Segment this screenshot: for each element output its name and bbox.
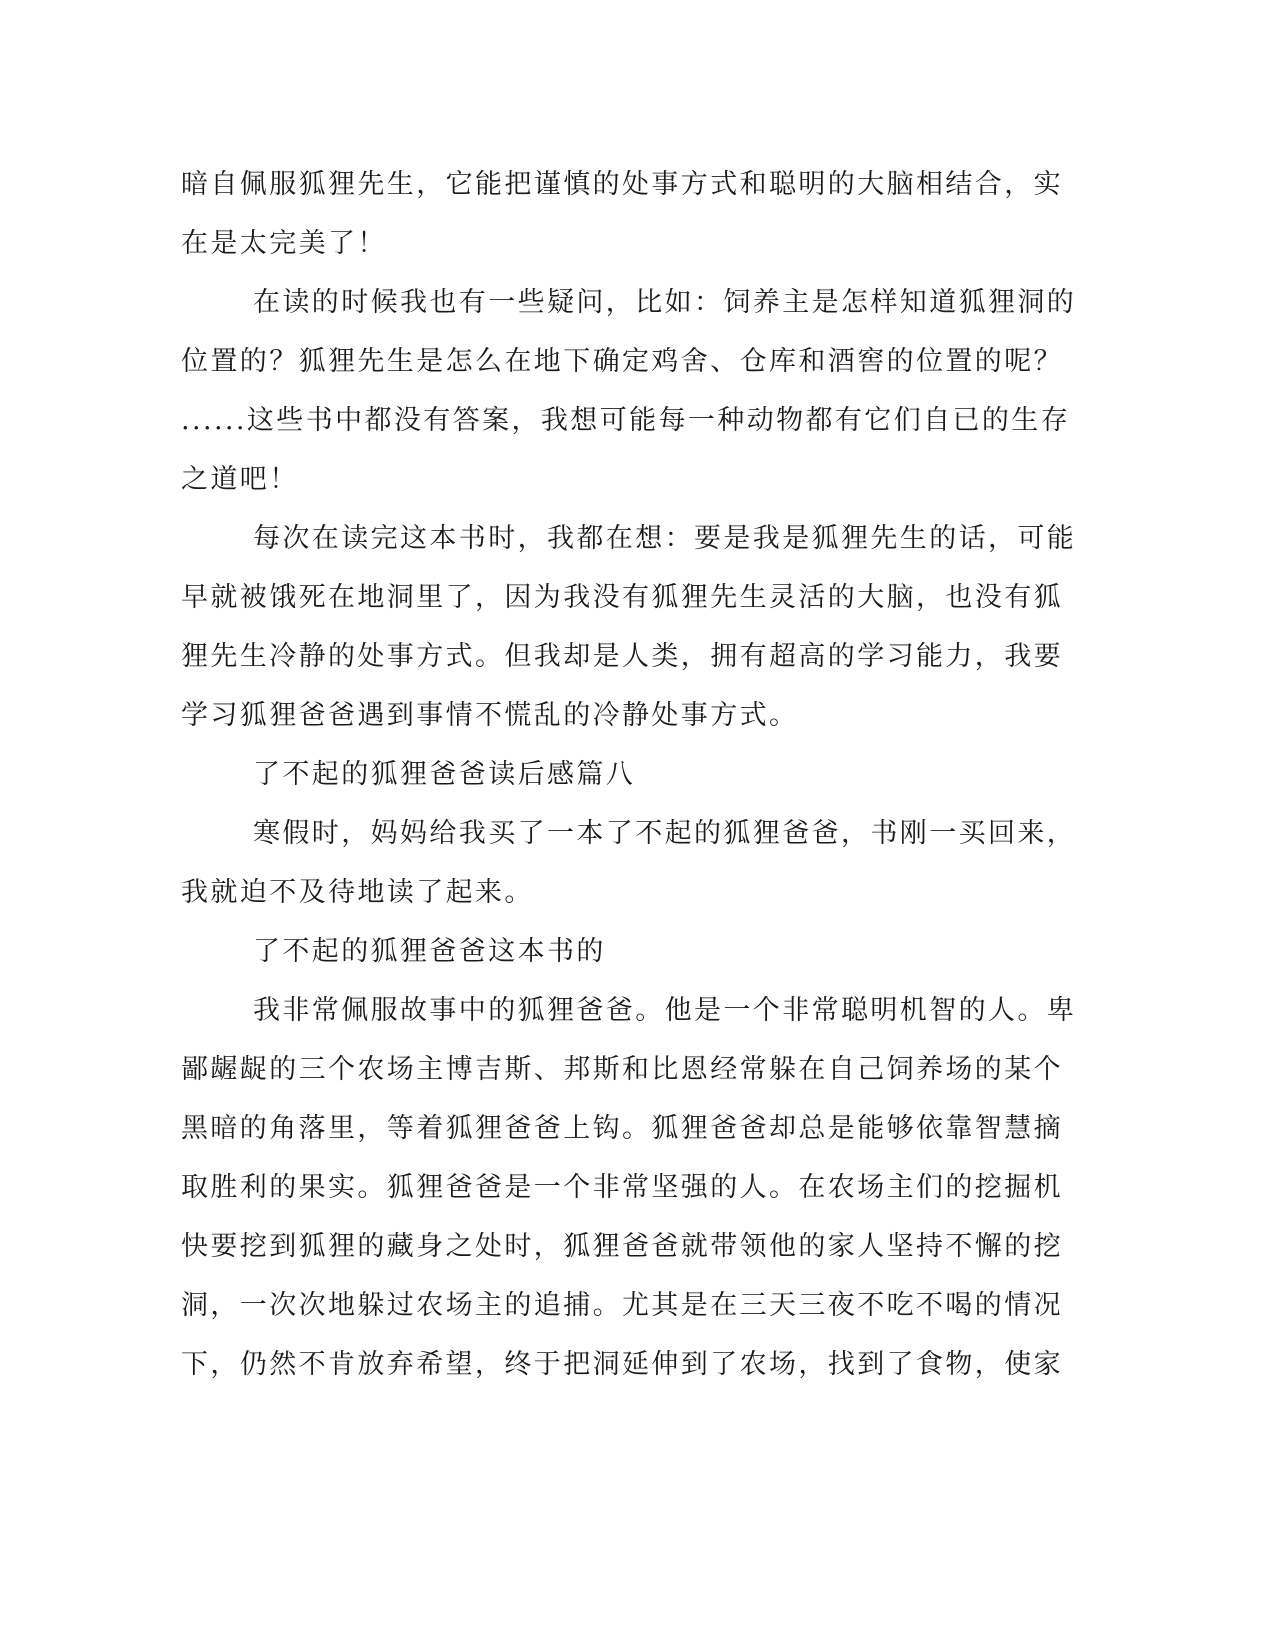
text-line: 寒假时，妈妈给我买了一本了不起的狐狸爸爸，书刚一买回来， [253,818,1077,849]
text-line: 在读的时候我也有一些疑问，比如：饲养主是怎样知道狐狸洞的 [253,287,1077,318]
text-line: 洞，一次次地躲过农场主的追捕。尤其是在三天三夜不吃不喝的情况 [181,1290,1063,1321]
text-line: 取胜利的果实。狐狸爸爸是一个非常坚强的人。在农场主们的挖掘机 [181,1172,1063,1203]
text-line: 我就迫不及待地读了起来。 [181,877,534,908]
section-heading: 了不起的狐狸爸爸读后感篇八 [253,759,636,790]
text-line: 我非常佩服故事中的狐狸爸爸。他是一个非常聪明机智的人。卑 [253,995,1077,1026]
text-line: 位置的？狐狸先生是怎么在地下确定鸡舍、仓库和酒窖的位置的呢？ [181,346,1063,377]
text-line: 快要挖到狐狸的藏身之处时，狐狸爸爸就带领他的家人坚持不懈的挖 [181,1231,1063,1262]
document-page [181,155,1077,1394]
text-line: 暗自佩服狐狸先生，它能把谨慎的处事方式和聪明的大脑相结合，实 [181,169,1063,200]
text-line: ......这些书中都没有答案，我想可能每一种动物都有它们自已的生存 [181,405,1071,436]
text-line: 了不起的狐狸爸爸这本书的 [253,936,606,967]
text-line: 黑暗的角落里，等着狐狸爸爸上钩。狐狸爸爸却总是能够依靠智慧摘 [181,1113,1063,1144]
text-line: 狸先生冷静的处事方式。但我却是人类，拥有超高的学习能力，我要 [181,641,1063,672]
text-line: 鄙龌龊的三个农场主博吉斯、邦斯和比恩经常躲在自己饲养场的某个 [181,1054,1063,1085]
text-line: 学习狐狸爸爸遇到事情不慌乱的冷静处事方式。 [181,700,799,731]
text-line: 在是太完美了！ [181,228,387,259]
text-line: 早就被饿死在地洞里了，因为我没有狐狸先生灵活的大脑，也没有狐 [181,582,1063,613]
text-line: 之道吧！ [181,464,299,495]
text-line: 每次在读完这本书时，我都在想：要是我是狐狸先生的话，可能 [253,523,1077,554]
text-line: 下，仍然不肯放弃希望，终于把洞延伸到了农场，找到了食物，使家 [181,1349,1063,1380]
